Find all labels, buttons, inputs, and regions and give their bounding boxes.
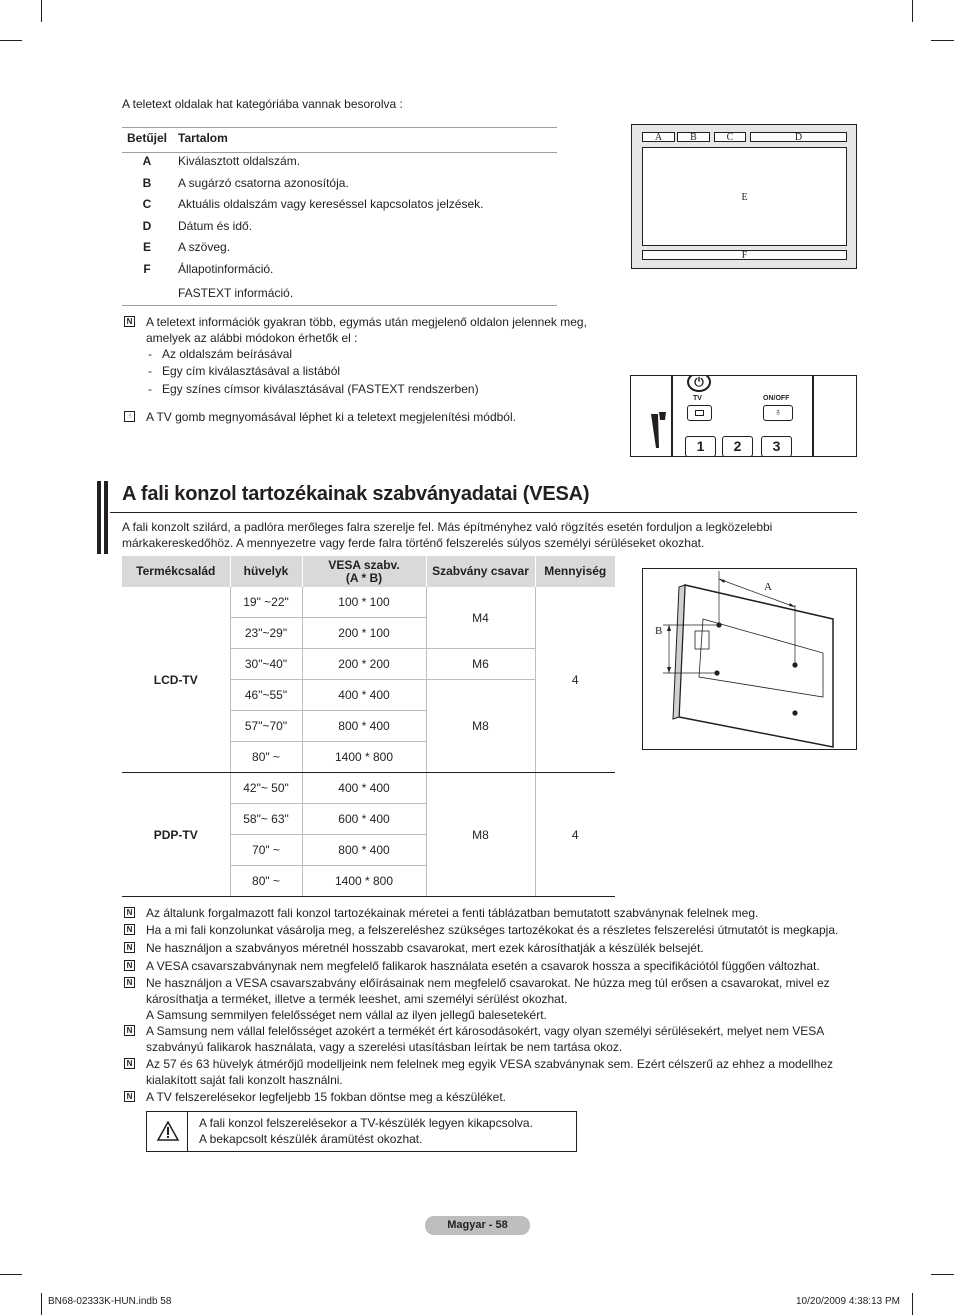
family-pdp: PDP-TV [122, 773, 230, 897]
vesa-cell: 1400 * 800 [302, 866, 426, 897]
light-icon: ♁ [763, 405, 793, 421]
screen-label-e: E [642, 147, 847, 246]
note-text: A TV felszerelésekor legfeljebb 15 fokban döntse meg a készüléket. [146, 1090, 506, 1104]
table-row [122, 151, 557, 172]
screen-label-d: D [750, 132, 847, 142]
section-intro: A fali konzolt szilárd, a padlóra merőleges falra szerelje fel. Más építményhez való rögzítés esetén forduljon a legközelebbi márkakereskedőhöz. A mennyezetre vagy ferde falra történő felszerelés súlyos személyi sérüléseket okozhat. [122, 520, 773, 550]
screw-cell: M6 [426, 649, 535, 680]
row-letter: A [142, 154, 152, 168]
dimension-label-b: B [655, 625, 663, 637]
note-icon: N [124, 942, 135, 953]
note-text: Az általunk forgalmazott fali konzol tartozékainak méretei a fenti táblázatban bemutatott szabványnak felelnek meg. [146, 906, 759, 920]
row-desc: Kiválasztott oldalszám. [178, 154, 301, 168]
key-1: 1 [685, 436, 716, 457]
bullet-item: - Egy cím kiválasztásával a listából [148, 364, 341, 378]
screen-label-b: B [677, 132, 710, 142]
size-cell: 80" ~ [230, 742, 302, 773]
vesa-table [122, 556, 615, 897]
note-icon: N [124, 1058, 135, 1069]
header-cell: Szabvány csavar [426, 556, 535, 587]
row-letter: F [143, 262, 151, 276]
screen-label-f: F [642, 250, 847, 260]
vesa-cell: 400 * 400 [302, 773, 426, 804]
teletext-note [124, 409, 604, 425]
note-icon: N [124, 924, 135, 935]
section-title: A fali konzol tartozékainak szabványadatai (VESA) [122, 483, 590, 505]
vesa-cell: 400 * 400 [302, 680, 426, 711]
row-desc: Aktuális oldalszám vagy kereséssel kapcsolatos jelzések. [178, 197, 484, 211]
tv-back-illustration [643, 569, 856, 749]
row-letter: E [142, 240, 151, 254]
page-number-badge: Magyar - 58 [425, 1216, 530, 1235]
bullet-text: Egy cím kiválasztásával a listából [162, 364, 341, 378]
dimension-label-a: A [764, 581, 772, 593]
note-text: Ha a mi fali konzolunkat vásárolja meg, a felszereléshez szükséges tartozékokat és a részletes felszerelési útmutatót is megkapja. [146, 923, 839, 937]
key-3: 3 [761, 436, 792, 457]
header-cell: hüvelyk [230, 556, 302, 587]
table-row [122, 587, 615, 618]
crop-mark [912, 1293, 913, 1315]
row-desc: A szöveg. [178, 240, 231, 254]
header-cell: Mennyiség [535, 556, 615, 587]
crop-mark [41, 0, 42, 22]
table-row [122, 173, 557, 194]
note-icon: N [124, 977, 135, 988]
section-bar [97, 481, 101, 554]
screen-label-c: C [714, 132, 746, 142]
note-text: Az 57 és 63 hüvelyk átmérőjű modelljeink nem felelnek meg egyik VESA szabványnak sem. Ezért célszerű az ehhez a modellhez kialakított saját fali konzolt használni. [146, 1057, 834, 1087]
crop-mark [931, 40, 954, 41]
tv-label: TV [693, 395, 702, 402]
footer-timestamp: 10/20/2009 4:38:13 PM [796, 1296, 900, 1307]
header-cell: Termékcsalád [122, 556, 230, 587]
note-icon: N [124, 316, 135, 327]
note-icon: N [124, 1025, 135, 1036]
pointer-icon [649, 410, 667, 450]
table-rule [122, 305, 557, 306]
row-desc: Állapotinformáció. [178, 262, 274, 276]
vesa-cell: 200 * 100 [302, 618, 426, 649]
note-text: Ne használjon a VESA csavarszabvány előírásainak nem megfelelő csavarokat. Ne húzza meg túl erősen a csavarokat, mivel ez károsíthatja a terméket, illetve a termék leeshet, ami személyi sérülést okozhat. A Samsung semmilyen felelősséget nem vállal az ilyen jellegű balesetekért. [146, 976, 830, 1022]
screw-cell: M8 [426, 680, 535, 773]
table-row [122, 259, 557, 280]
bullet-text: Az oldalszám beírásával [162, 347, 293, 361]
warning-icon [157, 1121, 179, 1141]
note-text: A teletext információk gyakran több, egymás után megjelenő oldalon jelennek meg, amelyek az alábbi módokon érhetők el : [146, 315, 587, 345]
size-cell: 23"~29" [230, 618, 302, 649]
screw-cell: M8 [426, 773, 535, 897]
key-2: 2 [722, 436, 753, 457]
row-desc: FASTEXT információ. [178, 286, 294, 300]
bullet-text: Egy színes címsor kiválasztásával (FASTEXT rendszerben) [162, 382, 479, 396]
size-cell: 30"~40" [230, 649, 302, 680]
tv-icon [695, 410, 704, 416]
note-text: A Samsung nem vállal felelősséget azokért a termékét ért károsodásokért, vagy olyan személyi sérülésekért, melyet nem VESA szabványú falikarok használata, vagy a szerelési utasításban leírtak be nem tartása okoz. [146, 1024, 825, 1054]
crop-mark [912, 0, 913, 22]
note-text: A VESA csavarszabványnak nem megfelelő falikarok használata esetén a csavarok hossza a specifikációtól függően változhat. [146, 959, 820, 973]
section-bar [104, 481, 108, 554]
qty-cell: 4 [535, 587, 615, 773]
table-row [122, 773, 615, 804]
vesa-cell: 100 * 100 [302, 587, 426, 618]
onoff-label: ON/OFF [763, 395, 790, 402]
vesa-cell: 800 * 400 [302, 835, 426, 866]
size-cell: 42"~ 50" [230, 773, 302, 804]
row-desc: Dátum és idő. [178, 219, 253, 233]
note-text: A TV gomb megnyomásával léphet ki a teletext megjelenítési módból. [146, 410, 516, 424]
row-letter: B [142, 176, 152, 190]
header-content: Tartalom [178, 131, 228, 145]
footer-file: BN68-02333K-HUN.indb 58 [48, 1296, 172, 1307]
size-cell: 46"~55" [230, 680, 302, 711]
vesa-cell: 600 * 400 [302, 804, 426, 835]
table-header-row [122, 556, 615, 587]
teletext-intro: A teletext oldalak hat kategóriába vannak besorolva : [122, 97, 403, 111]
teletext-screen-diagram [631, 124, 857, 269]
screen-label-a: A [642, 132, 675, 142]
table-row [122, 216, 557, 237]
crop-mark [41, 1293, 42, 1315]
row-letter: C [142, 197, 152, 211]
warning-divider [187, 1112, 188, 1151]
teletext-note [124, 314, 604, 348]
teletext-table-header [122, 128, 557, 149]
size-cell: 19" ~22" [230, 587, 302, 618]
table-row [122, 283, 557, 304]
family-lcd: LCD-TV [122, 587, 230, 773]
section-rule [110, 512, 857, 513]
warning-text: A fali konzol felszerelésekor a TV-készülék legyen kikapcsolva. A bekapcsolt készülék áramütést okozhat. [199, 1116, 533, 1146]
row-desc: A sugárzó csatorna azonosítója. [178, 176, 349, 190]
vesa-cell: 1400 * 800 [302, 742, 426, 773]
qty-cell: 4 [535, 773, 615, 897]
vesa-cell: 800 * 400 [302, 711, 426, 742]
crop-mark [0, 40, 22, 41]
header-cell: VESA szabv. (A * B) [302, 556, 426, 587]
bullet-item: - Egy színes címsor kiválasztásával (FASTEXT rendszerben) [148, 382, 479, 396]
warning-box [146, 1111, 577, 1152]
bullet-item: - Az oldalszám beírásával [148, 347, 293, 361]
remote-illustration [630, 375, 857, 457]
vesa-cell: 200 * 200 [302, 649, 426, 680]
table-row [122, 237, 557, 258]
crop-mark [931, 1274, 954, 1275]
row-letter: D [142, 219, 152, 233]
header-letter: Betűjel [126, 131, 167, 145]
note-icon: N [124, 907, 135, 918]
size-cell: 80" ~ [230, 866, 302, 897]
screw-cell: M4 [426, 587, 535, 649]
note-icon: N [124, 960, 135, 971]
tv-button [687, 405, 712, 421]
size-cell: 58"~ 63" [230, 804, 302, 835]
wall-mount-diagram [642, 568, 857, 750]
note-text: Ne használjon a szabványos méretnél hosszabb csavarokat, mert ezek károsíthatják a készülék belsejét. [146, 941, 704, 955]
size-cell: 57"~70" [230, 711, 302, 742]
note-icon: N [124, 1091, 135, 1102]
crop-mark [0, 1274, 22, 1275]
hand-icon: ☝ [124, 411, 135, 422]
power-icon: ⏻ [687, 375, 711, 392]
table-row [122, 194, 557, 215]
size-cell: 70" ~ [230, 835, 302, 866]
